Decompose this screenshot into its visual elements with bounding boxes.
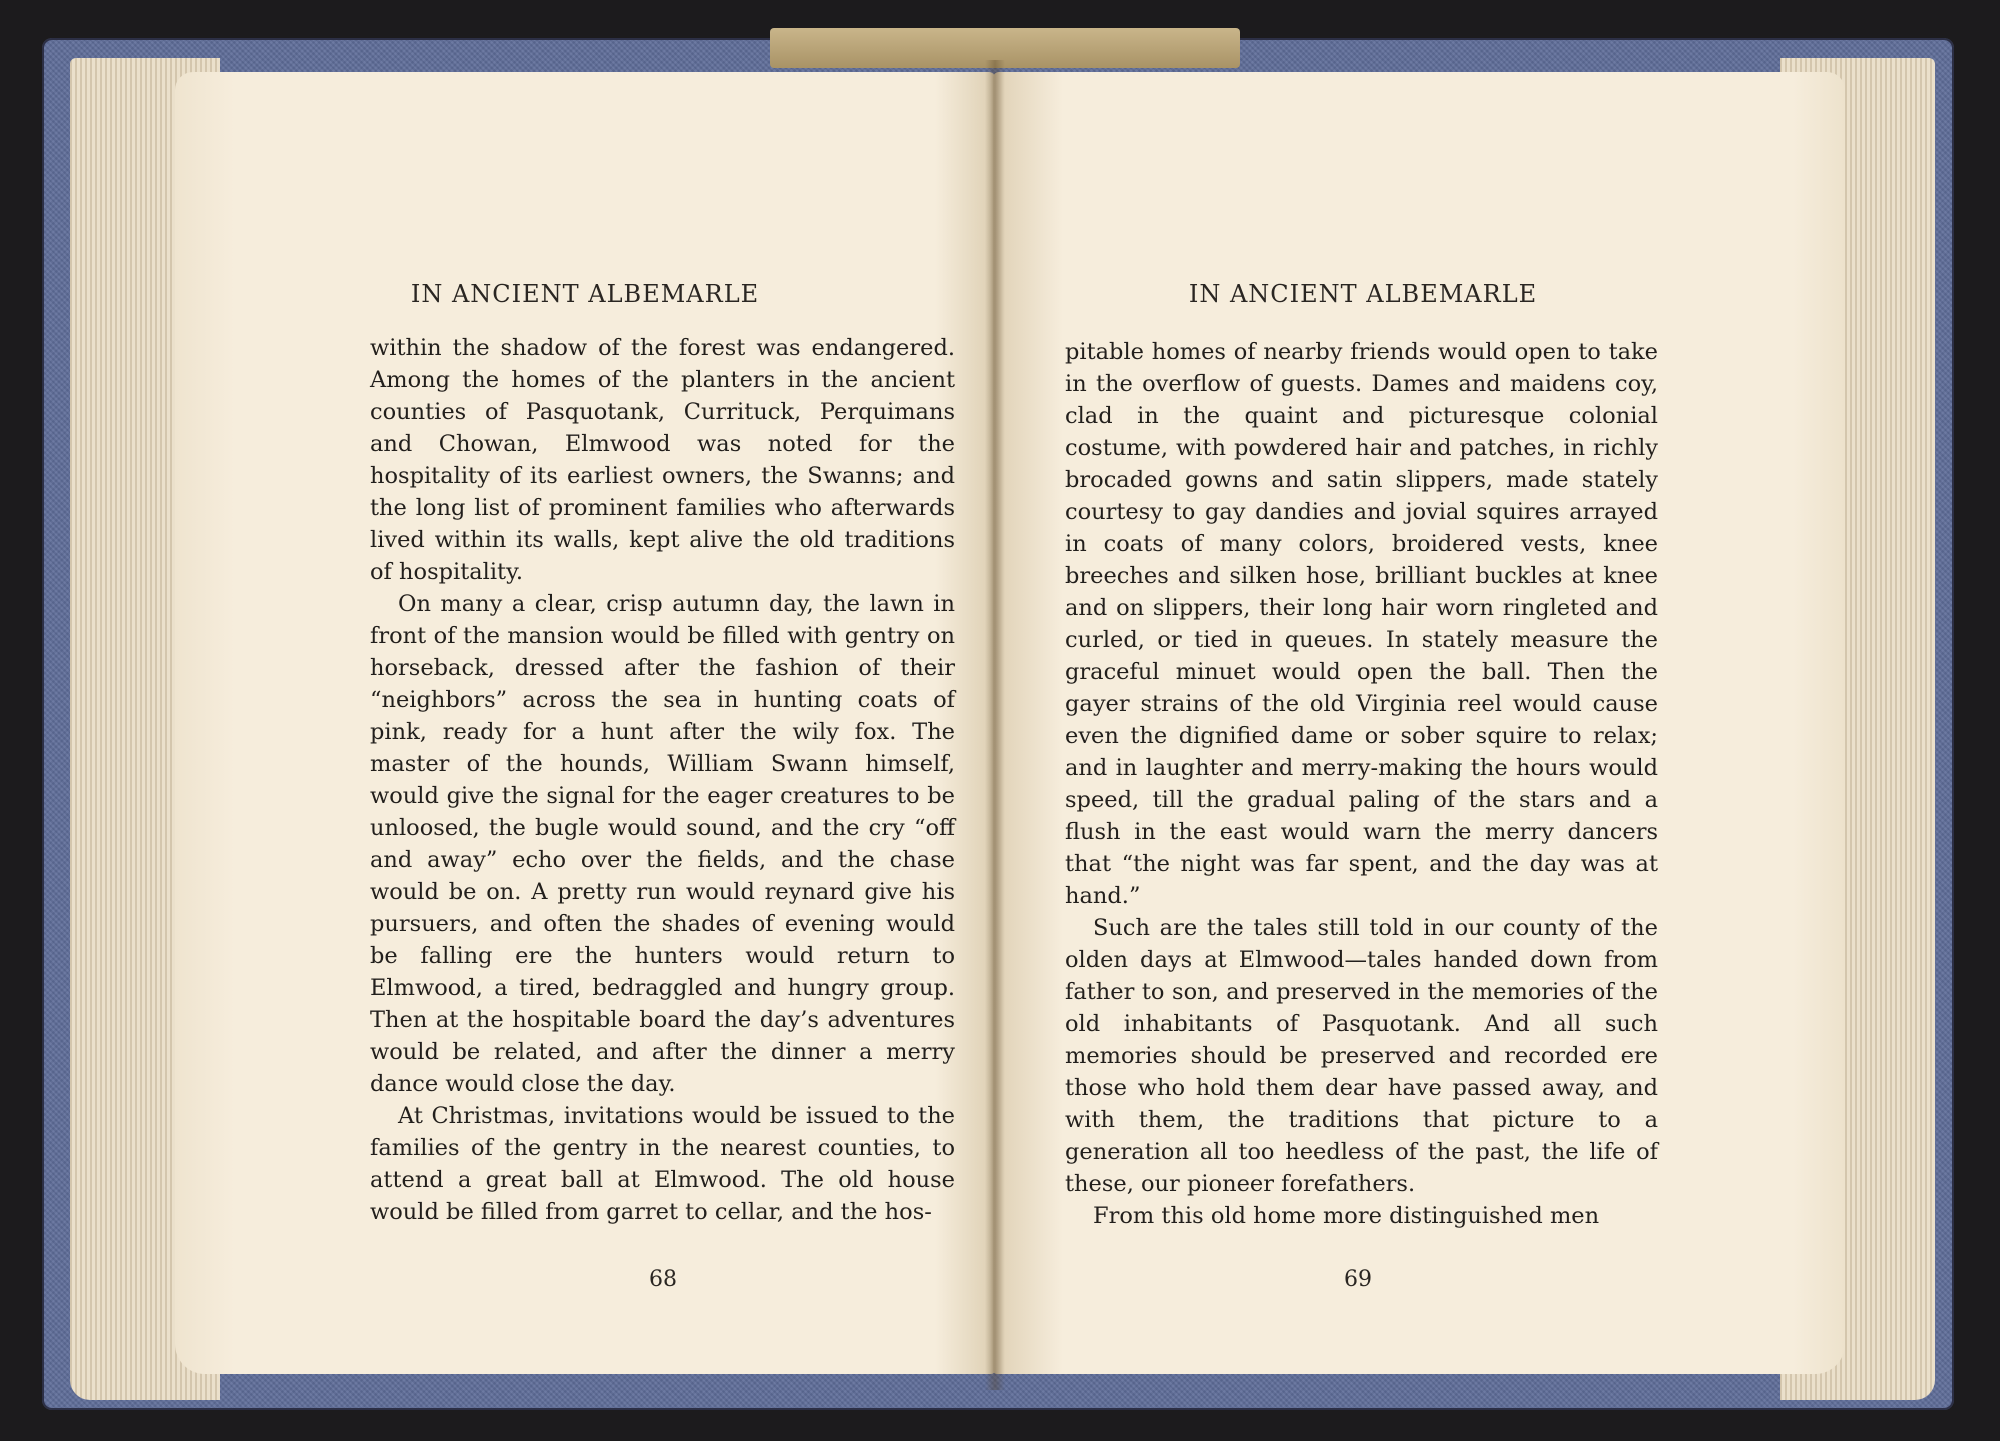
paragraph: At Christmas, invitations would be issued to the families of the gentry in the nearest counties, to attend a great ball at Elmwood. The old house would be filled from garret to cellar, and the hos- bbox=[370, 1103, 955, 1225]
right-page bbox=[993, 72, 1845, 1374]
paragraph: within the shadow of the forest was endangered. Among the homes of the planters in the ancient counties of Pasquotank, Currituck, Perquimans and Chowan, Elmwood was noted for the hospitality of its earliest owners, the Swanns; and the long list of prominent families who afterwards lived within its walls, kept alive the old traditions of hospitality. bbox=[370, 335, 955, 585]
running-head-right: IN ANCIENT ALBEMARLE bbox=[1188, 280, 1538, 308]
paragraph: pitable homes of nearby friends would open to take in the overflow of guests. Dames and maidens coy, clad in the quaint and picturesque colonial costume, with powdered hair and patches, in richly brocaded gowns and satin slippers, made stately courtesy to gay dandies and jovial squires arrayed in coats of many colors, broidered vests, knee breeches and silken hose, brilliant buckles at knee and on slippers, their long hair worn ringleted and curled, or tied in queues. In stately measure the graceful minuet would open the ball. Then the gayer strains of the old Virginia reel would cause even the dignified dame or sober squire to relax; and in laughter and merry-making the hours would speed, till the gradual paling of the stars and a flush in the east would warn the merry dancers that “the night was far spent, and the day was at hand.” bbox=[1065, 339, 1658, 909]
book-gutter bbox=[985, 60, 1005, 1390]
paragraph: On many a clear, crisp autumn day, the lawn in front of the mansion would be filled with gentry on horseback, dressed after the fashion of their “neighbors” across the sea in hunting coats of pink, ready for a hunt after the wily fox. The master of the hounds, William Swann himself, would give the signal for the eager creatures to be unloosed, the bugle would sound, and the cry “off and away” echo over the fields, and the chase would be on. A pretty run would reynard give his pursuers, and often the shades of evening would be falling ere the hunters would return to Elmwood, a tired, bedraggled and hungry group. Then at the hospitable board the day’s adventures would be related, and after the dinner a merry dance would close the day. bbox=[370, 591, 955, 1097]
paragraph: From this old home more distinguished men bbox=[1093, 1203, 1600, 1229]
running-head-left: IN ANCIENT ALBEMARLE bbox=[410, 280, 760, 308]
book-spine-top bbox=[770, 28, 1240, 68]
paragraph: Such are the tales still told in our county of the olden days at Elmwood—tales handed down from father to son, and preserved in the memories of the old inhabitants of Pasquotank. And all such memories should be preserved and recorded ere those who hold them dear have passed away, and with them, the traditions that picture to a generation all too heedless of the past, the life of these, our pioneer forefathers. bbox=[1065, 915, 1658, 1197]
page-number-right: 69 bbox=[1344, 1267, 1372, 1292]
left-page-text bbox=[370, 332, 955, 1228]
right-page-text bbox=[1065, 336, 1658, 1232]
left-page bbox=[175, 72, 995, 1374]
page-number-left: 68 bbox=[649, 1267, 677, 1292]
